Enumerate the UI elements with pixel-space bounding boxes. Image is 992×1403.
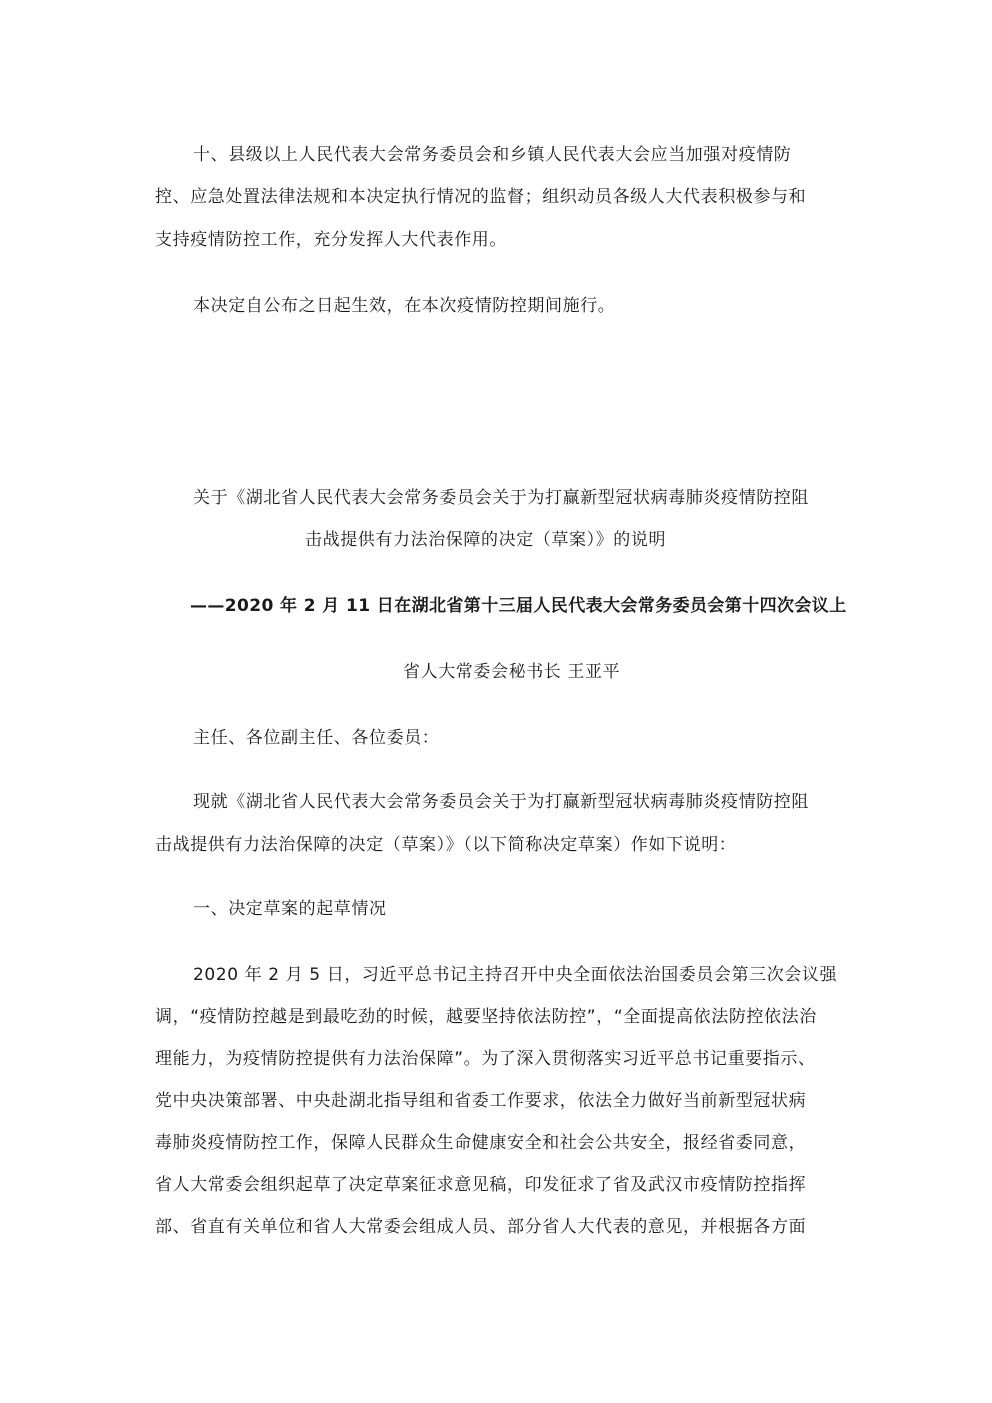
section-one-heading: 一、决定草案的起草情况: [193, 899, 387, 919]
explanation-subtitle: ——2020 年 2 月 11 日在湖北省第十三届人民代表大会常务委员会第十四次会议上: [190, 596, 847, 616]
intro-line-2: 击战提供有力法治保障的决定（草案）》（以下简称决定草案）作如下说明：: [155, 835, 737, 855]
section-one-line-6: 省人大常委会组织起草了决定草案征求意见稿，印发征求了省及武汉市疫情防控指挥: [155, 1175, 807, 1195]
section-one-line-5: 毒肺炎疫情防控工作，保障人民群众生命健康安全和社会公共安全，报经省委同意，: [155, 1133, 807, 1153]
effective-clause: 本决定自公布之日起生效，在本次疫情防控期间施行。: [193, 296, 616, 316]
intro-line-1: 现就《湖北省人民代表大会常务委员会关于为打赢新型冠状病毒肺炎疫情防控阻: [193, 792, 809, 812]
section-one-line-3: 理能力，为疫情防控提供有力法治保障”。为了深入贯彻落实习近平总书记重要指示、: [155, 1049, 816, 1069]
speaker-line: 省人大常委会秘书长 王亚平: [403, 662, 621, 682]
article-ten-line-3: 支持疫情防控工作，充分发挥人大代表作用。: [155, 230, 507, 250]
explanation-title-line-1: 关于《湖北省人民代表大会常务委员会关于为打赢新型冠状病毒肺炎疫情防控阻: [193, 488, 809, 508]
section-one-line-2: 调，“疫情防控越是到最吃劲的时候，越要坚持依法防控”，“全面提高依法防控依法治: [155, 1007, 817, 1027]
section-one-line-1: 2020 年 2 月 5 日，习近平总书记主持召开中央全面依法治国委员会第三次会议强: [193, 965, 838, 985]
section-one-line-4: 党中央决策部署、中央赴湖北指导组和省委工作要求，依法全力做好当前新型冠状病: [155, 1091, 807, 1111]
salutation: 主任、各位副主任、各位委员：: [193, 728, 440, 748]
section-one-line-7: 部、省直有关单位和省人大常委会组成人员、部分省人大代表的意见，并根据各方面: [155, 1217, 807, 1237]
explanation-title-line-2: 击战提供有力法治保障的决定（草案）》的说明: [305, 530, 667, 550]
article-ten-line-1: 十、县级以上人民代表大会常务委员会和乡镇人民代表大会应当加强对疫情防: [193, 145, 792, 165]
article-ten-line-2: 控、应急处置法律法规和本决定执行情况的监督；组织动员各级人大代表积极参与和: [155, 187, 807, 207]
